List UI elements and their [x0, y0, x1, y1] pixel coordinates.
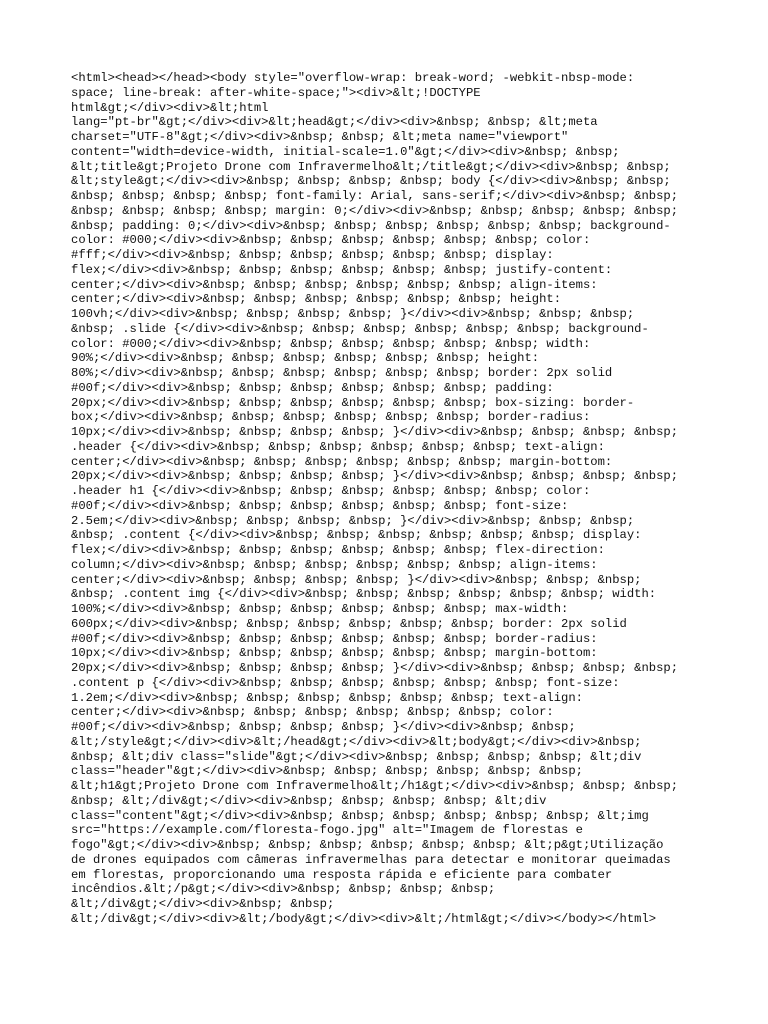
source-line: fogo"&gt;</div><div>&nbsp; &nbsp; &nbsp; &nbsp; &nbsp; &nbsp; &lt;p&gt;Utilização [71, 838, 664, 852]
source-line: flex;</div><div>&nbsp; &nbsp; &nbsp; &nbsp; &nbsp; &nbsp; justify-content: [71, 262, 613, 277]
source-line: &nbsp; .slide {</div><div>&nbsp; &nbsp; &nbsp; &nbsp; &nbsp; &nbsp; background- [71, 321, 649, 336]
source-line: 100%;</div><div>&nbsp; &nbsp; &nbsp; &nbsp; &nbsp; &nbsp; max-width: [71, 602, 569, 616]
source-line: .content p {</div><div>&nbsp; &nbsp; &nbsp; &nbsp; &nbsp; &nbsp; font-size: [71, 675, 620, 690]
source-line: lang="pt-br"&gt;</div><div>&lt;head&gt;</div><div>&nbsp; &nbsp; &lt;meta [71, 115, 598, 130]
source-line: 600px;</div><div>&nbsp; &nbsp; &nbsp; &nbsp; &nbsp; &nbsp; border: 2px solid [71, 616, 627, 631]
source-line: 10px;</div><div>&nbsp; &nbsp; &nbsp; &nbsp; }</div><div>&nbsp; &nbsp; &nbsp; &nbsp; [71, 425, 679, 439]
source-line: class="content"&gt;</div><div>&nbsp; &nbsp; &nbsp; &nbsp; &nbsp; &nbsp; &lt;img [71, 808, 649, 823]
source-line: 20px;</div><div>&nbsp; &nbsp; &nbsp; &nbsp; }</div><div>&nbsp; &nbsp; &nbsp; &nbsp; [71, 661, 679, 675]
source-line: center;</div><div>&nbsp; &nbsp; &nbsp; &nbsp; &nbsp; &nbsp; margin-bottom: [71, 454, 613, 469]
source-line: color: #000;</div><div>&nbsp; &nbsp; &nbsp; &nbsp; &nbsp; &nbsp; color: [71, 233, 591, 248]
source-line: 2.5em;</div><div>&nbsp; &nbsp; &nbsp; &nbsp; }</div><div>&nbsp; &nbsp; &nbsp; [71, 513, 635, 528]
source-line: center;</div><div>&nbsp; &nbsp; &nbsp; &nbsp; &nbsp; &nbsp; height: [71, 292, 562, 307]
source-line: #fff;</div><div>&nbsp; &nbsp; &nbsp; &nbsp; &nbsp; &nbsp; display: [71, 248, 554, 262]
source-line: 100vh;</div><div>&nbsp; &nbsp; &nbsp; &nbsp; }</div><div>&nbsp; &nbsp; &nbsp; [71, 307, 635, 321]
source-line: .header {</div><div>&nbsp; &nbsp; &nbsp; &nbsp; &nbsp; &nbsp; text-align: [71, 439, 605, 454]
source-line: em florestas, proporcionando uma resposta rápida e eficiente para combater [71, 867, 613, 882]
source-line: &lt;/div&gt;</div><div>&nbsp; &nbsp; [71, 897, 335, 911]
source-line: &nbsp; &nbsp; &nbsp; &nbsp; font-family: Arial, sans-serif;</div><div>&nbsp; &nbsp; [71, 189, 679, 203]
source-line: &nbsp; &lt;/div&gt;</div><div>&nbsp; &nbsp; &nbsp; &nbsp; &lt;div [71, 793, 547, 808]
source-line: &nbsp; padding: 0;</div><div>&nbsp; &nbsp; &nbsp; &nbsp; &nbsp; &nbsp; background- [71, 218, 671, 233]
source-line: incêndios.&lt;/p&gt;</div><div>&nbsp; &nbsp; &nbsp; &nbsp; [71, 882, 496, 897]
source-line: de drones equipados com câmeras infravermelhas para detectar e monitorar queimadas [71, 852, 671, 867]
source-line: &lt;style&gt;</div><div>&nbsp; &nbsp; &nbsp; &nbsp; body {</div><div>&nbsp; &nbsp; [71, 174, 671, 189]
source-line: center;</div><div>&nbsp; &nbsp; &nbsp; &nbsp; &nbsp; &nbsp; color: [71, 705, 554, 720]
source-line: html&gt;</div><div>&lt;html [71, 100, 269, 115]
source-line: 10px;</div><div>&nbsp; &nbsp; &nbsp; &nbsp; &nbsp; &nbsp; margin-bottom: [71, 646, 598, 661]
source-line: 90%;</div><div>&nbsp; &nbsp; &nbsp; &nbsp; &nbsp; &nbsp; height: [71, 351, 540, 366]
source-line: &nbsp; &lt;div class="slide"&gt;</div><div>&nbsp; &nbsp; &nbsp; &nbsp; &lt;div [71, 749, 642, 764]
source-line: &lt;/div&gt;</div><div>&lt;/body&gt;</div><div>&lt;/html&gt;</div></body></html> [71, 911, 657, 926]
source-line: <html><head></head><body style="overflow-wrap: break-word; -webkit-nbsp-mode: [71, 71, 635, 85]
source-line: &nbsp; .content img {</div><div>&nbsp; &nbsp; &nbsp; &nbsp; &nbsp; &nbsp; width: [71, 587, 657, 602]
source-line: content="width=device-width, initial-scale=1.0"&gt;</div><div>&nbsp; &nbsp; [71, 144, 620, 159]
source-line: &lt;title&gt;Projeto Drone com Infravermelho&lt;/title&gt;</div><div>&nbsp; &nbsp; [71, 159, 671, 174]
source-line: box;</div><div>&nbsp; &nbsp; &nbsp; &nbsp; &nbsp; &nbsp; border-radius: [71, 410, 591, 425]
source-line: flex;</div><div>&nbsp; &nbsp; &nbsp; &nbsp; &nbsp; &nbsp; flex-direction: [71, 543, 605, 557]
source-line: 80%;</div><div>&nbsp; &nbsp; &nbsp; &nbsp; &nbsp; &nbsp; border: 2px solid [71, 366, 613, 380]
source-line: 20px;</div><div>&nbsp; &nbsp; &nbsp; &nbsp; }</div><div>&nbsp; &nbsp; &nbsp; &nbsp; [71, 469, 679, 484]
source-line: #00f;</div><div>&nbsp; &nbsp; &nbsp; &nbsp; &nbsp; &nbsp; font-size: [71, 498, 569, 513]
source-line: src="https://example.com/floresta-fogo.jpg" alt="Imagem de florestas e [71, 823, 583, 838]
source-line: #00f;</div><div>&nbsp; &nbsp; &nbsp; &nbsp; }</div><div>&nbsp; &nbsp; [71, 720, 576, 734]
source-line: .header h1 {</div><div>&nbsp; &nbsp; &nbsp; &nbsp; &nbsp; &nbsp; color: [71, 484, 591, 498]
source-line: &lt;/style&gt;</div><div>&lt;/head&gt;</div><div>&lt;body&gt;</div><div>&nbsp; [71, 734, 642, 749]
source-line: charset="UTF-8"&gt;</div><div>&nbsp; &nbsp; &lt;meta name="viewport" [71, 130, 569, 144]
source-line: center;</div><div>&nbsp; &nbsp; &nbsp; &nbsp; &nbsp; &nbsp; align-items: [71, 277, 598, 292]
source-line: &nbsp; &nbsp; &nbsp; &nbsp; margin: 0;</div><div>&nbsp; &nbsp; &nbsp; &nbsp; &nbsp; [71, 203, 679, 218]
source-line: &lt;h1&gt;Projeto Drone com Infravermelho&lt;/h1&gt;</div><div>&nbsp; &nbsp; &nbsp; [71, 779, 679, 793]
source-line: 20px;</div><div>&nbsp; &nbsp; &nbsp; &nbsp; &nbsp; &nbsp; box-sizing: border- [71, 395, 635, 410]
source-line: #00f;</div><div>&nbsp; &nbsp; &nbsp; &nbsp; &nbsp; &nbsp; padding: [71, 380, 554, 395]
source-line: #00f;</div><div>&nbsp; &nbsp; &nbsp; &nbsp; &nbsp; &nbsp; border-radius: [71, 631, 598, 646]
source-line: 1.2em;</div><div>&nbsp; &nbsp; &nbsp; &nbsp; &nbsp; &nbsp; text-align: [71, 690, 583, 705]
source-line: color: #000;</div><div>&nbsp; &nbsp; &nbsp; &nbsp; &nbsp; &nbsp; width: [71, 336, 591, 351]
source-line: column;</div><div>&nbsp; &nbsp; &nbsp; &nbsp; &nbsp; &nbsp; align-items: [71, 557, 598, 572]
source-line: space; line-break: after-white-space;"><div>&lt;!DOCTYPE [71, 85, 481, 100]
html-source-text [71, 71, 697, 927]
source-line: class="header"&gt;</div><div>&nbsp; &nbsp; &nbsp; &nbsp; &nbsp; &nbsp; [71, 764, 583, 779]
source-line: &nbsp; .content {</div><div>&nbsp; &nbsp; &nbsp; &nbsp; &nbsp; &nbsp; display: [71, 528, 642, 543]
source-line: center;</div><div>&nbsp; &nbsp; &nbsp; &nbsp; }</div><div>&nbsp; &nbsp; &nbsp; [71, 572, 642, 587]
